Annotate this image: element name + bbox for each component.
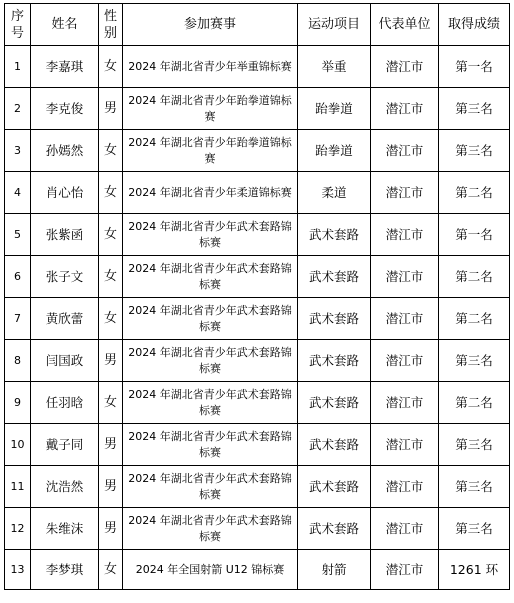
cell-name: 闫国政: [31, 340, 99, 382]
header-unit: 代表单位: [371, 4, 439, 46]
cell-no: 4: [5, 172, 31, 214]
cell-sex: 女: [99, 130, 123, 172]
cell-sport: 武术套路: [298, 340, 371, 382]
cell-sport: 武术套路: [298, 424, 371, 466]
cell-result: 第三名: [439, 508, 510, 550]
cell-event: 2024 年湖北省青少年武术套路锦标赛: [123, 256, 298, 298]
cell-sex: 女: [99, 214, 123, 256]
cell-unit: 潜江市: [371, 256, 439, 298]
cell-no: 3: [5, 130, 31, 172]
cell-name: 朱维沫: [31, 508, 99, 550]
cell-sex: 男: [99, 508, 123, 550]
cell-result: 第三名: [439, 340, 510, 382]
header-row: [5, 4, 510, 46]
header-event: 参加赛事: [123, 4, 298, 46]
header-no: 序号: [5, 4, 31, 46]
table-row: [5, 172, 510, 214]
results-table: [4, 3, 510, 590]
cell-event: 2024 年全国射箭 U12 锦标赛: [123, 550, 298, 590]
cell-sex: 男: [99, 466, 123, 508]
cell-no: 5: [5, 214, 31, 256]
cell-sport: 跆拳道: [298, 130, 371, 172]
cell-sex: 女: [99, 382, 123, 424]
cell-sport: 武术套路: [298, 382, 371, 424]
cell-unit: 潜江市: [371, 424, 439, 466]
cell-event: 2024 年湖北省青少年跆拳道锦标赛: [123, 130, 298, 172]
cell-unit: 潜江市: [371, 88, 439, 130]
cell-sport: 武术套路: [298, 256, 371, 298]
cell-unit: 潜江市: [371, 214, 439, 256]
cell-name: 李梦琪: [31, 550, 99, 590]
header-sport: 运动项目: [298, 4, 371, 46]
cell-event: 2024 年湖北省青少年武术套路锦标赛: [123, 508, 298, 550]
cell-no: 10: [5, 424, 31, 466]
table-row: [5, 508, 510, 550]
cell-unit: 潜江市: [371, 298, 439, 340]
cell-sport: 武术套路: [298, 298, 371, 340]
cell-event: 2024 年湖北省青少年武术套路锦标赛: [123, 214, 298, 256]
cell-no: 9: [5, 382, 31, 424]
table-row: [5, 46, 510, 88]
cell-sex: 女: [99, 172, 123, 214]
table-row: [5, 382, 510, 424]
cell-name: 李嘉琪: [31, 46, 99, 88]
cell-sex: 男: [99, 424, 123, 466]
cell-result: 第二名: [439, 382, 510, 424]
cell-sport: 武术套路: [298, 214, 371, 256]
cell-unit: 潜江市: [371, 172, 439, 214]
cell-unit: 潜江市: [371, 130, 439, 172]
cell-sex: 男: [99, 88, 123, 130]
cell-result: 第二名: [439, 172, 510, 214]
table-row: [5, 424, 510, 466]
table-row: [5, 214, 510, 256]
cell-sex: 女: [99, 256, 123, 298]
cell-unit: 潜江市: [371, 508, 439, 550]
cell-name: 张紫函: [31, 214, 99, 256]
header-name: 姓名: [31, 4, 99, 46]
table-row: [5, 88, 510, 130]
cell-name: 张子文: [31, 256, 99, 298]
cell-event: 2024 年湖北省青少年武术套路锦标赛: [123, 382, 298, 424]
cell-result: 第二名: [439, 256, 510, 298]
table-row: [5, 340, 510, 382]
cell-name: 戴子同: [31, 424, 99, 466]
cell-result: 第三名: [439, 88, 510, 130]
cell-result: 第三名: [439, 130, 510, 172]
cell-result: 第一名: [439, 46, 510, 88]
cell-unit: 潜江市: [371, 46, 439, 88]
cell-name: 任羽晗: [31, 382, 99, 424]
cell-result: 1261 环: [439, 550, 510, 590]
cell-result: 第三名: [439, 466, 510, 508]
cell-event: 2024 年湖北省青少年武术套路锦标赛: [123, 298, 298, 340]
cell-sport: 武术套路: [298, 466, 371, 508]
cell-no: 1: [5, 46, 31, 88]
cell-sport: 柔道: [298, 172, 371, 214]
cell-no: 8: [5, 340, 31, 382]
cell-name: 黄欣蕾: [31, 298, 99, 340]
cell-name: 沈浩然: [31, 466, 99, 508]
table-row: [5, 130, 510, 172]
cell-no: 12: [5, 508, 31, 550]
table-row: [5, 298, 510, 340]
cell-event: 2024 年湖北省青少年武术套路锦标赛: [123, 424, 298, 466]
cell-event: 2024 年湖北省青少年武术套路锦标赛: [123, 466, 298, 508]
cell-name: 肖心怡: [31, 172, 99, 214]
header-sex: 性别: [99, 4, 123, 46]
cell-name: 孙嫣然: [31, 130, 99, 172]
cell-event: 2024 年湖北省青少年举重锦标赛: [123, 46, 298, 88]
cell-sport: 武术套路: [298, 508, 371, 550]
cell-sport: 跆拳道: [298, 88, 371, 130]
header-result: 取得成绩: [439, 4, 510, 46]
cell-event: 2024 年湖北省青少年柔道锦标赛: [123, 172, 298, 214]
cell-result: 第三名: [439, 424, 510, 466]
cell-sport: 射箭: [298, 550, 371, 590]
cell-name: 李克俊: [31, 88, 99, 130]
cell-no: 11: [5, 466, 31, 508]
cell-no: 2: [5, 88, 31, 130]
cell-result: 第一名: [439, 214, 510, 256]
cell-sex: 男: [99, 340, 123, 382]
cell-sex: 女: [99, 550, 123, 590]
cell-no: 6: [5, 256, 31, 298]
cell-result: 第二名: [439, 298, 510, 340]
cell-event: 2024 年湖北省青少年武术套路锦标赛: [123, 340, 298, 382]
cell-no: 13: [5, 550, 31, 590]
table-row: [5, 550, 510, 590]
cell-unit: 潜江市: [371, 466, 439, 508]
cell-unit: 潜江市: [371, 550, 439, 590]
cell-sport: 举重: [298, 46, 371, 88]
cell-no: 7: [5, 298, 31, 340]
cell-sex: 女: [99, 298, 123, 340]
cell-unit: 潜江市: [371, 382, 439, 424]
cell-sex: 女: [99, 46, 123, 88]
table-row: [5, 256, 510, 298]
cell-event: 2024 年湖北省青少年跆拳道锦标赛: [123, 88, 298, 130]
cell-unit: 潜江市: [371, 340, 439, 382]
table-row: [5, 466, 510, 508]
